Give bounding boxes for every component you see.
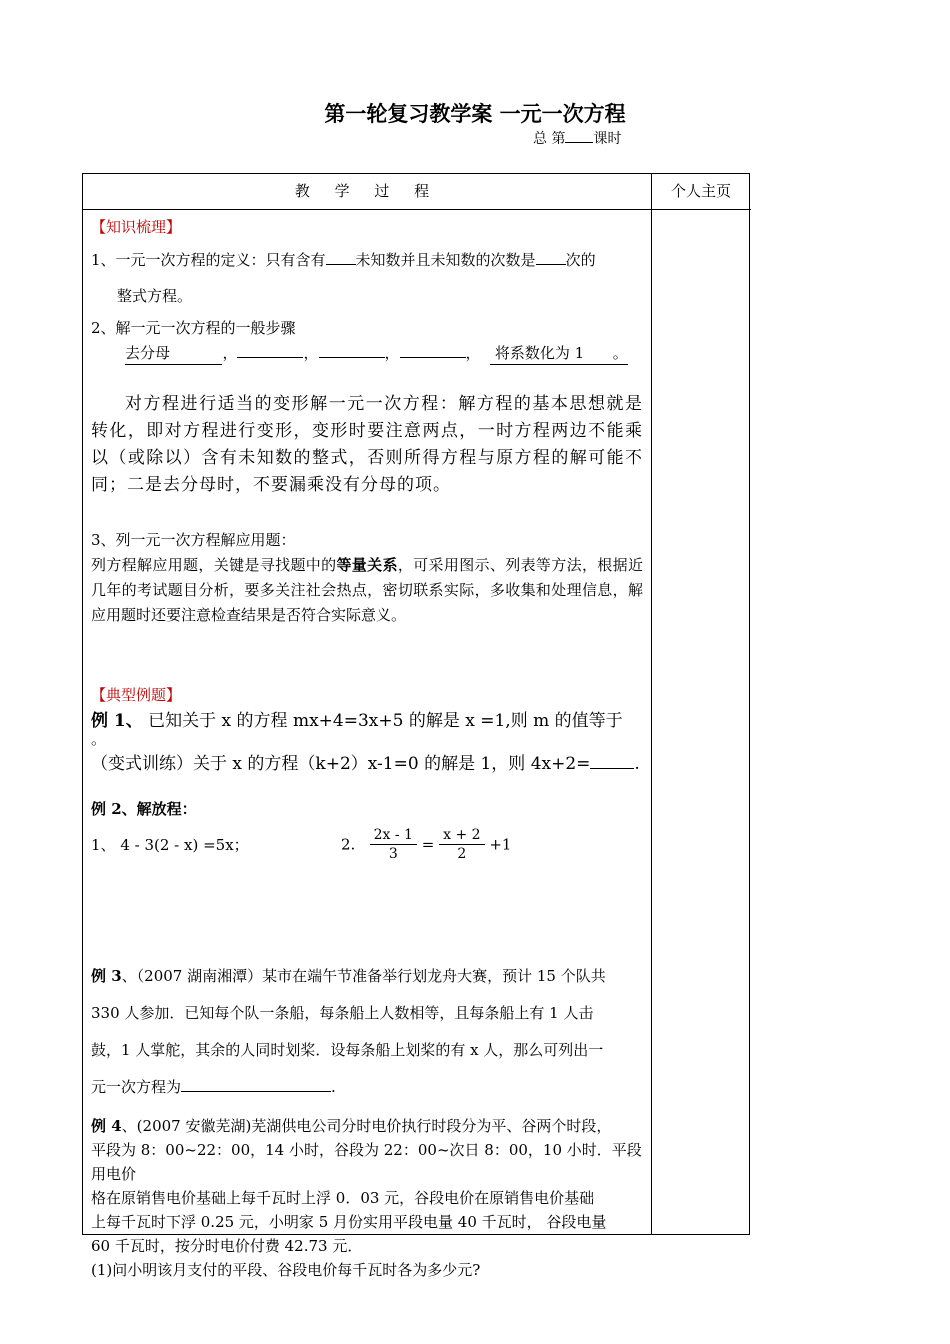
knowledge-item-3: 3、列一元一次方程解应用题：	[91, 531, 296, 549]
step-2-blank[interactable]	[237, 341, 303, 358]
example-3-label: 例 3	[91, 967, 122, 985]
item1-text-b: 未知数并且未知数的次数是	[355, 251, 536, 269]
solve-steps: 去分母 ， ， ， ， 将系数化为 1 。	[91, 341, 643, 365]
step-1: 去分母	[125, 342, 222, 365]
teaching-content	[91, 210, 643, 1282]
example-2-label: 例 2、解放程：	[91, 800, 197, 818]
blank-unknown-count[interactable]	[326, 248, 356, 265]
application-paragraph: 列方程解应用题，关键是寻找题中的等量关系，可采用图示、列表等方法，根据近几年的考试题目分析，要多关注社会热点，密切联系实际，多收集和处理信息，解应用题时还要注意检查结果是否符合实际意义。	[91, 556, 643, 624]
column-divider	[651, 174, 652, 1234]
knowledge-heading: 【知识梳理】	[91, 218, 182, 236]
column-personal-page: 个人主页	[670, 182, 731, 200]
knowledge-item-1-cont: 整式方程。	[117, 287, 193, 305]
example-3: 例 3、（2007 湖南湘潭）某市在端午节准备举行划龙舟大赛，预计 15 个队共 330 人参加．已知每个队一条船，每条船上人数相等，且每条船上有 1 人击 鼓，1 人掌舵，其余的人同时划桨．设每条船上划桨的有 x 人，那么可列出一 元一次方程为 .	[91, 967, 606, 1096]
equation-answer-blank[interactable]	[181, 1075, 331, 1092]
example-2-equations	[91, 826, 643, 876]
lesson-suffix: 课时	[593, 131, 622, 147]
lesson-blank[interactable]	[565, 128, 593, 143]
example-4: 例 4、(2007 安徽芜湖)芜湖供电公司分时电价执行时段分为平、谷两个时段， 平段为 8：00~22：00，14 小时，谷段为 22：00~次日 8：00，10 小时．平段用电价 格在原销售电价基础上每千瓦时上浮 0．03 元，谷段电价在原销售电价基础 上每千瓦时下浮 0.25 元，小明家 5 月份实用平段电量 40 千瓦时， 谷段电量 60 千瓦时，按分时电价付费 42.73 元． (1)问小明该月支付的平段、谷段电价每千瓦时各为多少元?	[91, 1114, 643, 1282]
example-1-end: 。	[91, 730, 107, 748]
step-3-blank[interactable]	[319, 341, 385, 358]
step-4-blank[interactable]	[400, 341, 466, 358]
equation-2: 2. $\frac{2x - 1}{3}$ = $\frac{x + 2}{2}$ +1	[341, 827, 512, 862]
page-title: 第一轮复习教学案 一元一次方程	[324, 102, 626, 126]
example-1-label: 例 1、	[91, 711, 143, 731]
examples-heading: 【典型例题】	[91, 686, 182, 704]
example-1-variant: （变式训练）关于 x 的方程（k+2）x-1=0 的解是 1，则 4x+2= .	[91, 754, 640, 774]
blank-degree[interactable]	[536, 248, 566, 265]
step-last: 将系数化为 1 。	[490, 342, 628, 365]
example-4-question-1: (1)问小明该月支付的平段、谷段电价每千瓦时各为多少元?	[91, 1261, 481, 1279]
knowledge-item-2: 2、解一元一次方程的一般步骤	[91, 319, 296, 337]
example-1: 例 1、 已知关于 x 的方程 mx+4=3x+5 的解是 x =1,则 m 的值等于	[91, 711, 623, 731]
fraction-right: $\frac{x + 2}{2}$	[439, 826, 484, 863]
item1-text-c: 次的	[565, 251, 596, 269]
equation-1: 1、 4 - 3(2 - x) =5x；	[91, 836, 249, 854]
transformation-paragraph: 对方程进行适当的变形解一元一次方程：解方程的基本思想就是转化，即对方程进行变形，变形时要注意两点，一时方程两边不能乘以（或除以）含有未知数的整式，否则所得方程与原方程的解可能不同；二是去分母时，不要漏乘没有分母的项。	[91, 394, 643, 495]
equal-relation: 等量关系	[336, 556, 398, 574]
lesson-prefix: 总 第	[533, 131, 566, 147]
example-4-label: 例 4	[91, 1117, 122, 1135]
variant-answer-blank[interactable]	[590, 752, 634, 769]
knowledge-item-1	[91, 248, 643, 271]
item1-text-a: 1、一元一次方程的定义：只有含有	[91, 251, 326, 269]
column-teaching-process: 教 学 过 程	[294, 182, 440, 200]
fraction-left: $\frac{2x - 1}{3}$	[370, 826, 417, 863]
lesson-table	[82, 173, 750, 1279]
lesson-number	[533, 128, 621, 148]
